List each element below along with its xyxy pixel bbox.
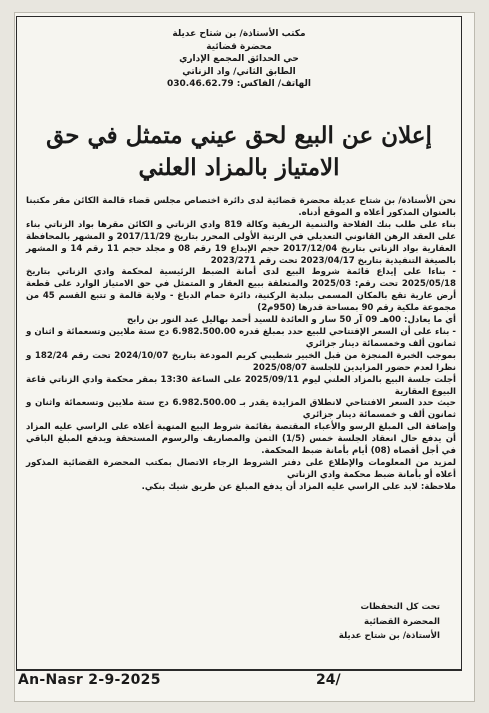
paragraph-request: بناء على طلب بنك الفلاحة والتنمية الريفية وكالة 819 وادي الزناتي و الكائن مقرها بواد الزناتي بناء على العقد الرهن القانوني التعديلي في الرتبة الأولى المحرر بتاريخ 2017/11/29 و المشهر بالمحافظة العقارية بواد الزناتي بتاريخ 2017/12/04 حجم الإيداع 19 رقم 08 و مجلد حجم 11 رقم 14 و المشهر بالصيغة التنفيذية بتاريخ 2023/04/17 تحت رقم 2023/271	[26, 219, 456, 266]
notice-title	[16, 120, 462, 184]
newspaper-date: An-Nasr 2-9-2025	[18, 672, 161, 688]
paragraph-session: أجلت جلسة البيع بالمزاد العلني ليوم 2025/09/11 على الساعة 13:30 بمقر محكمة وادي الزناتي قاعة البيوع العقارية	[26, 374, 456, 397]
notice-body	[26, 196, 456, 494]
signature-block	[330, 600, 440, 644]
paragraph-contact: لمزيد من المعلومات والإطلاع على دفتر الشروط الرجاء الاتصال بمكتب المحضرة القضائية المذكور أعلاه أو بأمانة ضبط محكمة وادي الزناتي	[26, 457, 456, 480]
page-number: 24/	[316, 672, 341, 688]
paragraph-intro: نحن الأستاذة/ بن شتاح عديلة محضرة قضائية لدى دائرة اختصاص مجلس قضاء قالمة الكائن مقر مكتبنا بالعنوان المذكور أعلاه و الموقع أدناه.	[26, 196, 456, 218]
paragraph-bid-price: حيث حدد السعر الافتتاحي لانطلاق المزايدة يقدر بـ 6.982.500.00 دج ستة ملايين وتسعمائة واثنان و ثمانون ألف و خمسمائة دينار جزائري	[26, 398, 457, 421]
office-name: مكتب الأستاذة/ بن شتاح عديلة	[172, 29, 306, 39]
title-line-2: الامتياز بالمزاد العلني	[138, 154, 340, 181]
paragraph-opening-price: - بناء على أن السعر الإفتتاحي للبيع حدد بمبلغ قدره 6.982.500.00 دج ستة ملايين وتسعمائة و اثنان و ثمانون ألف وخمسمائة دينار جزائري	[26, 326, 456, 349]
paragraph-conditions: - بناءا على إيداع قائمة شروط البيع لدى أمانة الضبط الرئيسية لمحكمة وادي الزناتي بتاريخ 2025/05/18 تحت رقم: 2025/03 والمتعلقة ببيع العقار و المتمثل في حق الامتياز الوارد على قطعة أرض عارية تقع بالمكان المسمى ببلدية الركنية، دائرة حمام الدباغ - ولاية قالمة و تتبع القسم 45 من مجموعة ملكية رقم 90 بمساحة قدرها (950م2)	[26, 267, 457, 314]
signature-role: المحضرة القضائية	[363, 616, 440, 627]
office-address: حي الحدائق المجمع الإداري	[179, 54, 299, 64]
office-role: محضرة قضائية	[206, 41, 272, 52]
signature-reservation: تحت كل التحفظات	[360, 602, 440, 612]
paragraph-payment: وإضافة الى المبلغ الرسو والأعباء المقتصة بقائمة شروط البيع المنهبة أعلاه على الراسي عليه المزاد أن يدفع حال انعقاد الجلسة خمس (1/5) الثمن والمصاريف والرسوم المستحقة ويدفع المبلغ الباقي في أجل أقصاه (08) أيام بأمانة ضبط المحكمة.	[26, 422, 456, 457]
office-phone: الهاتف/ الفاكس: 030.46.62.79	[167, 79, 311, 89]
paragraph-note: ملاحظة: لابد على الراسي عليه المزاد أن يدفع المبلغ عن طريق شيك بنكي.	[141, 481, 456, 492]
signature-name: الأستاذة/ بن شتاح عديلة	[338, 631, 440, 641]
office-header	[16, 28, 462, 91]
office-floor: الطابق الثاني/ واد الزناتي	[182, 66, 296, 77]
paragraph-area: أي ما يعادل: 00هـ 09 آر 50 سار و العائدة للسيد أحمد بهاليل عبد النور بن رابح	[126, 315, 456, 326]
paragraph-expertise: بموجب الخبرة المنجزة من قبل الخبير شطيبي كريم المودعة بتاريخ 2024/10/07 تحت رقم 182/24 و نظرا لعدم حضور المزايدين للجلسة 2025/08/07	[26, 350, 456, 373]
title-line-1: إعلان عن البيع لحق عيني متمثل في حق	[46, 122, 432, 149]
